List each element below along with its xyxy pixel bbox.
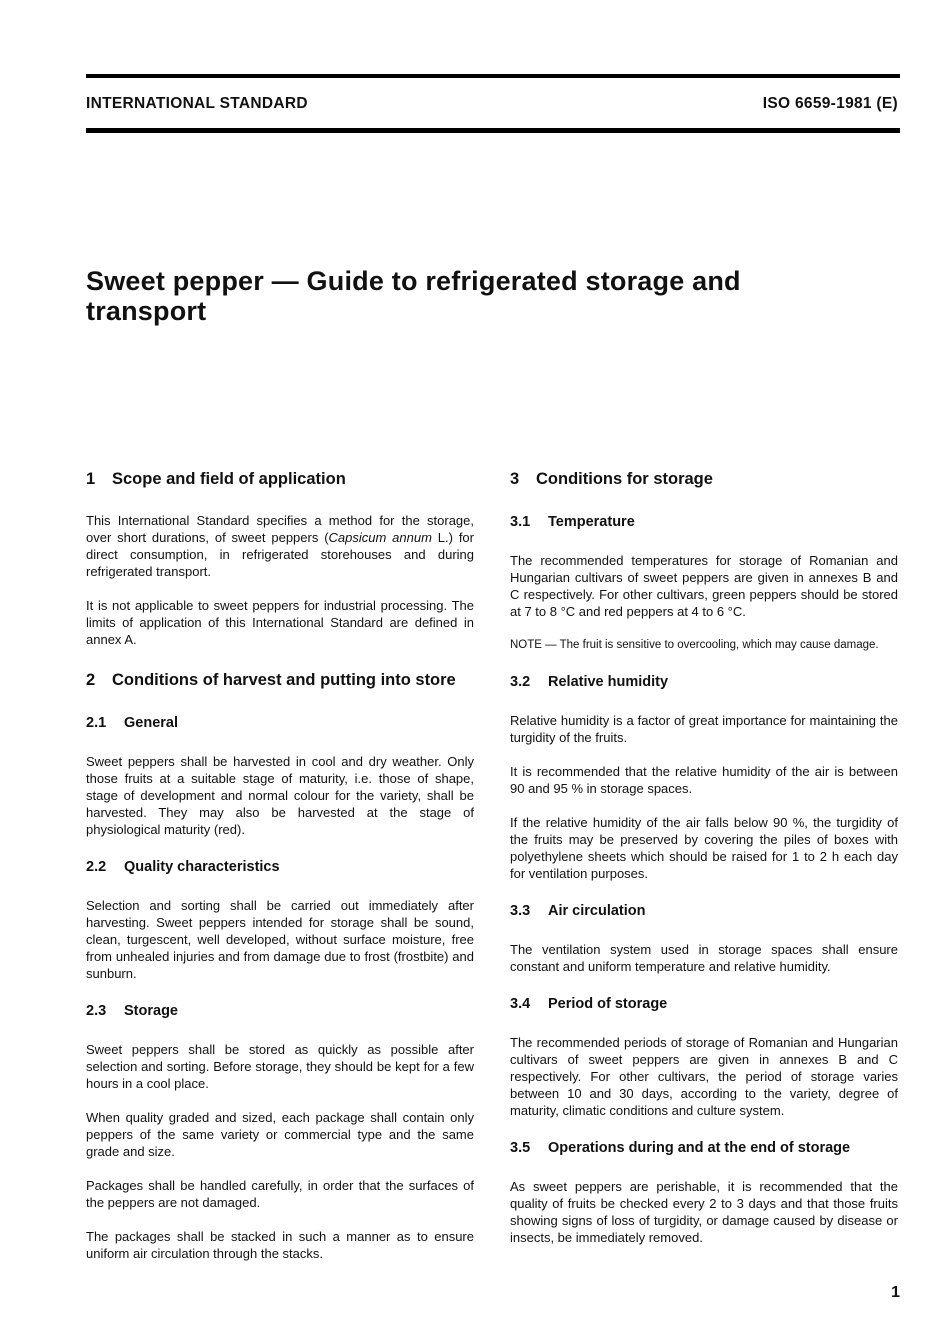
section-3-2-paragraph-2: It is recommended that the relative humidity of the air is between 90 and 95 % in storage spaces. [510, 764, 898, 796]
document-type-label: INTERNATIONAL STANDARD [86, 95, 308, 112]
right-column [510, 468, 898, 1263]
section-2-3-heading: 2.3 Storage [86, 1003, 178, 1019]
section-2-1-heading: 2.1 General [86, 715, 178, 731]
section-2-2-paragraph-1: Selection and sorting shall be carried out immediately after harvesting. Sweet peppers intended for storage shall be sound, clean, turgescent, well developed, without surface moisture, free from unhealed injuries and from damage due to frost (frostbite) and sunburn. [86, 898, 474, 981]
section-3-1-paragraph-1: The recommended temperatures for storage of Romanian and Hungarian cultivars of sweet peppers are given in annexes B and C respectively. For other cultivars, green peppers should be stored at 7 to 8 °C and red peppers at 4 to 6 °C. [510, 553, 898, 619]
section-3-2-heading: 3.2 Relative humidity [510, 674, 669, 690]
header-bottom-rule [86, 128, 900, 133]
section-2-3-paragraph-3: Packages shall be handled carefully, in order that the surfaces of the peppers are not damaged. [86, 1178, 474, 1210]
standard-number: ISO 6659-1981 (E) [762, 95, 898, 112]
section-3-heading: 3 Conditions for storage [510, 470, 713, 488]
section-3-1-note: NOTE — The fruit is sensitive to overcooling, which may cause damage. [510, 639, 879, 651]
section-2-3-paragraph-4: The packages shall be stacked in such a manner as to ensure uniform air circulation through the stacks. [86, 1229, 474, 1261]
section-2-heading: 2 Conditions of harvest and putting into store [86, 671, 456, 689]
section-3-4-paragraph-1: The recommended periods of storage of Romanian and Hungarian cultivars of sweet peppers are given in annexes B and C respectively. For other cultivars, the period of storage varies between 10 and 30 days, according to the variety, degree of maturity, climatic conditions and culture system. [510, 1035, 898, 1118]
section-3-2-paragraph-3: If the relative humidity of the air falls below 90 %, the turgidity of the fruits may be preserved by covering the piles of boxes with polyethylene sheets which should be raised for 1 to 2 h each day for ventilation purposes. [510, 815, 898, 881]
section-3-3-heading: 3.3 Air circulation [510, 903, 646, 919]
section-2-1-paragraph-1: Sweet peppers shall be harvested in cool and dry weather. Only those fruits at a suitable stage of maturity, i.e. those of shape, stage of development and normal colour for the variety, shall be harvested. They may also be harvested at the stage of physiological maturity (red). [86, 754, 474, 837]
section-2-3-paragraph-1: Sweet peppers shall be stored as quickly as possible after selection and sorting. Before storage, they should be kept for a few hours in a cool place. [86, 1042, 474, 1091]
section-3-2-paragraph-1: Relative humidity is a factor of great importance for maintaining the turgidity of the fruits. [510, 713, 898, 745]
section-1-heading: 1 Scope and field of application [86, 470, 346, 488]
section-1-paragraph-2: It is not applicable to sweet peppers for industrial processing. The limits of application of this International Standard are defined in annex A. [86, 598, 474, 647]
section-3-5-heading: 3.5 Operations during and at the end of storage [510, 1140, 851, 1156]
section-3-3-paragraph-1: The ventilation system used in storage spaces shall ensure constant and uniform temperature and relative humidity. [510, 942, 898, 974]
section-3-4-heading: 3.4 Period of storage [510, 996, 668, 1012]
section-2-3-paragraph-2: When quality graded and sized, each package shall contain only peppers of the same variety or commercial type and the same grade and size. [86, 1110, 474, 1159]
section-3-1-heading: 3.1 Temperature [510, 514, 635, 530]
left-column [86, 468, 474, 1279]
page-number: 1 [891, 1284, 900, 1301]
section-1-paragraph-1: This International Standard specifies a method for the storage, over short durations, of sweet peppers (Capsicum annum L.) for direct consumption, in refrigerated storehouses and during refrigerated transport. [86, 513, 474, 579]
section-3-5-paragraph-1: As sweet peppers are perishable, it is recommended that the quality of fruits be checked every 2 to 3 days and that those fruits showing signs of loss of turgidity, or damage caused by disease or insects, be immediately removed. [510, 1179, 898, 1245]
document-title: Sweet pepper — Guide to refrigerated storage and transport [86, 266, 741, 327]
header-top-rule [86, 74, 900, 78]
section-2-2-heading: 2.2 Quality characteristics [86, 859, 280, 875]
